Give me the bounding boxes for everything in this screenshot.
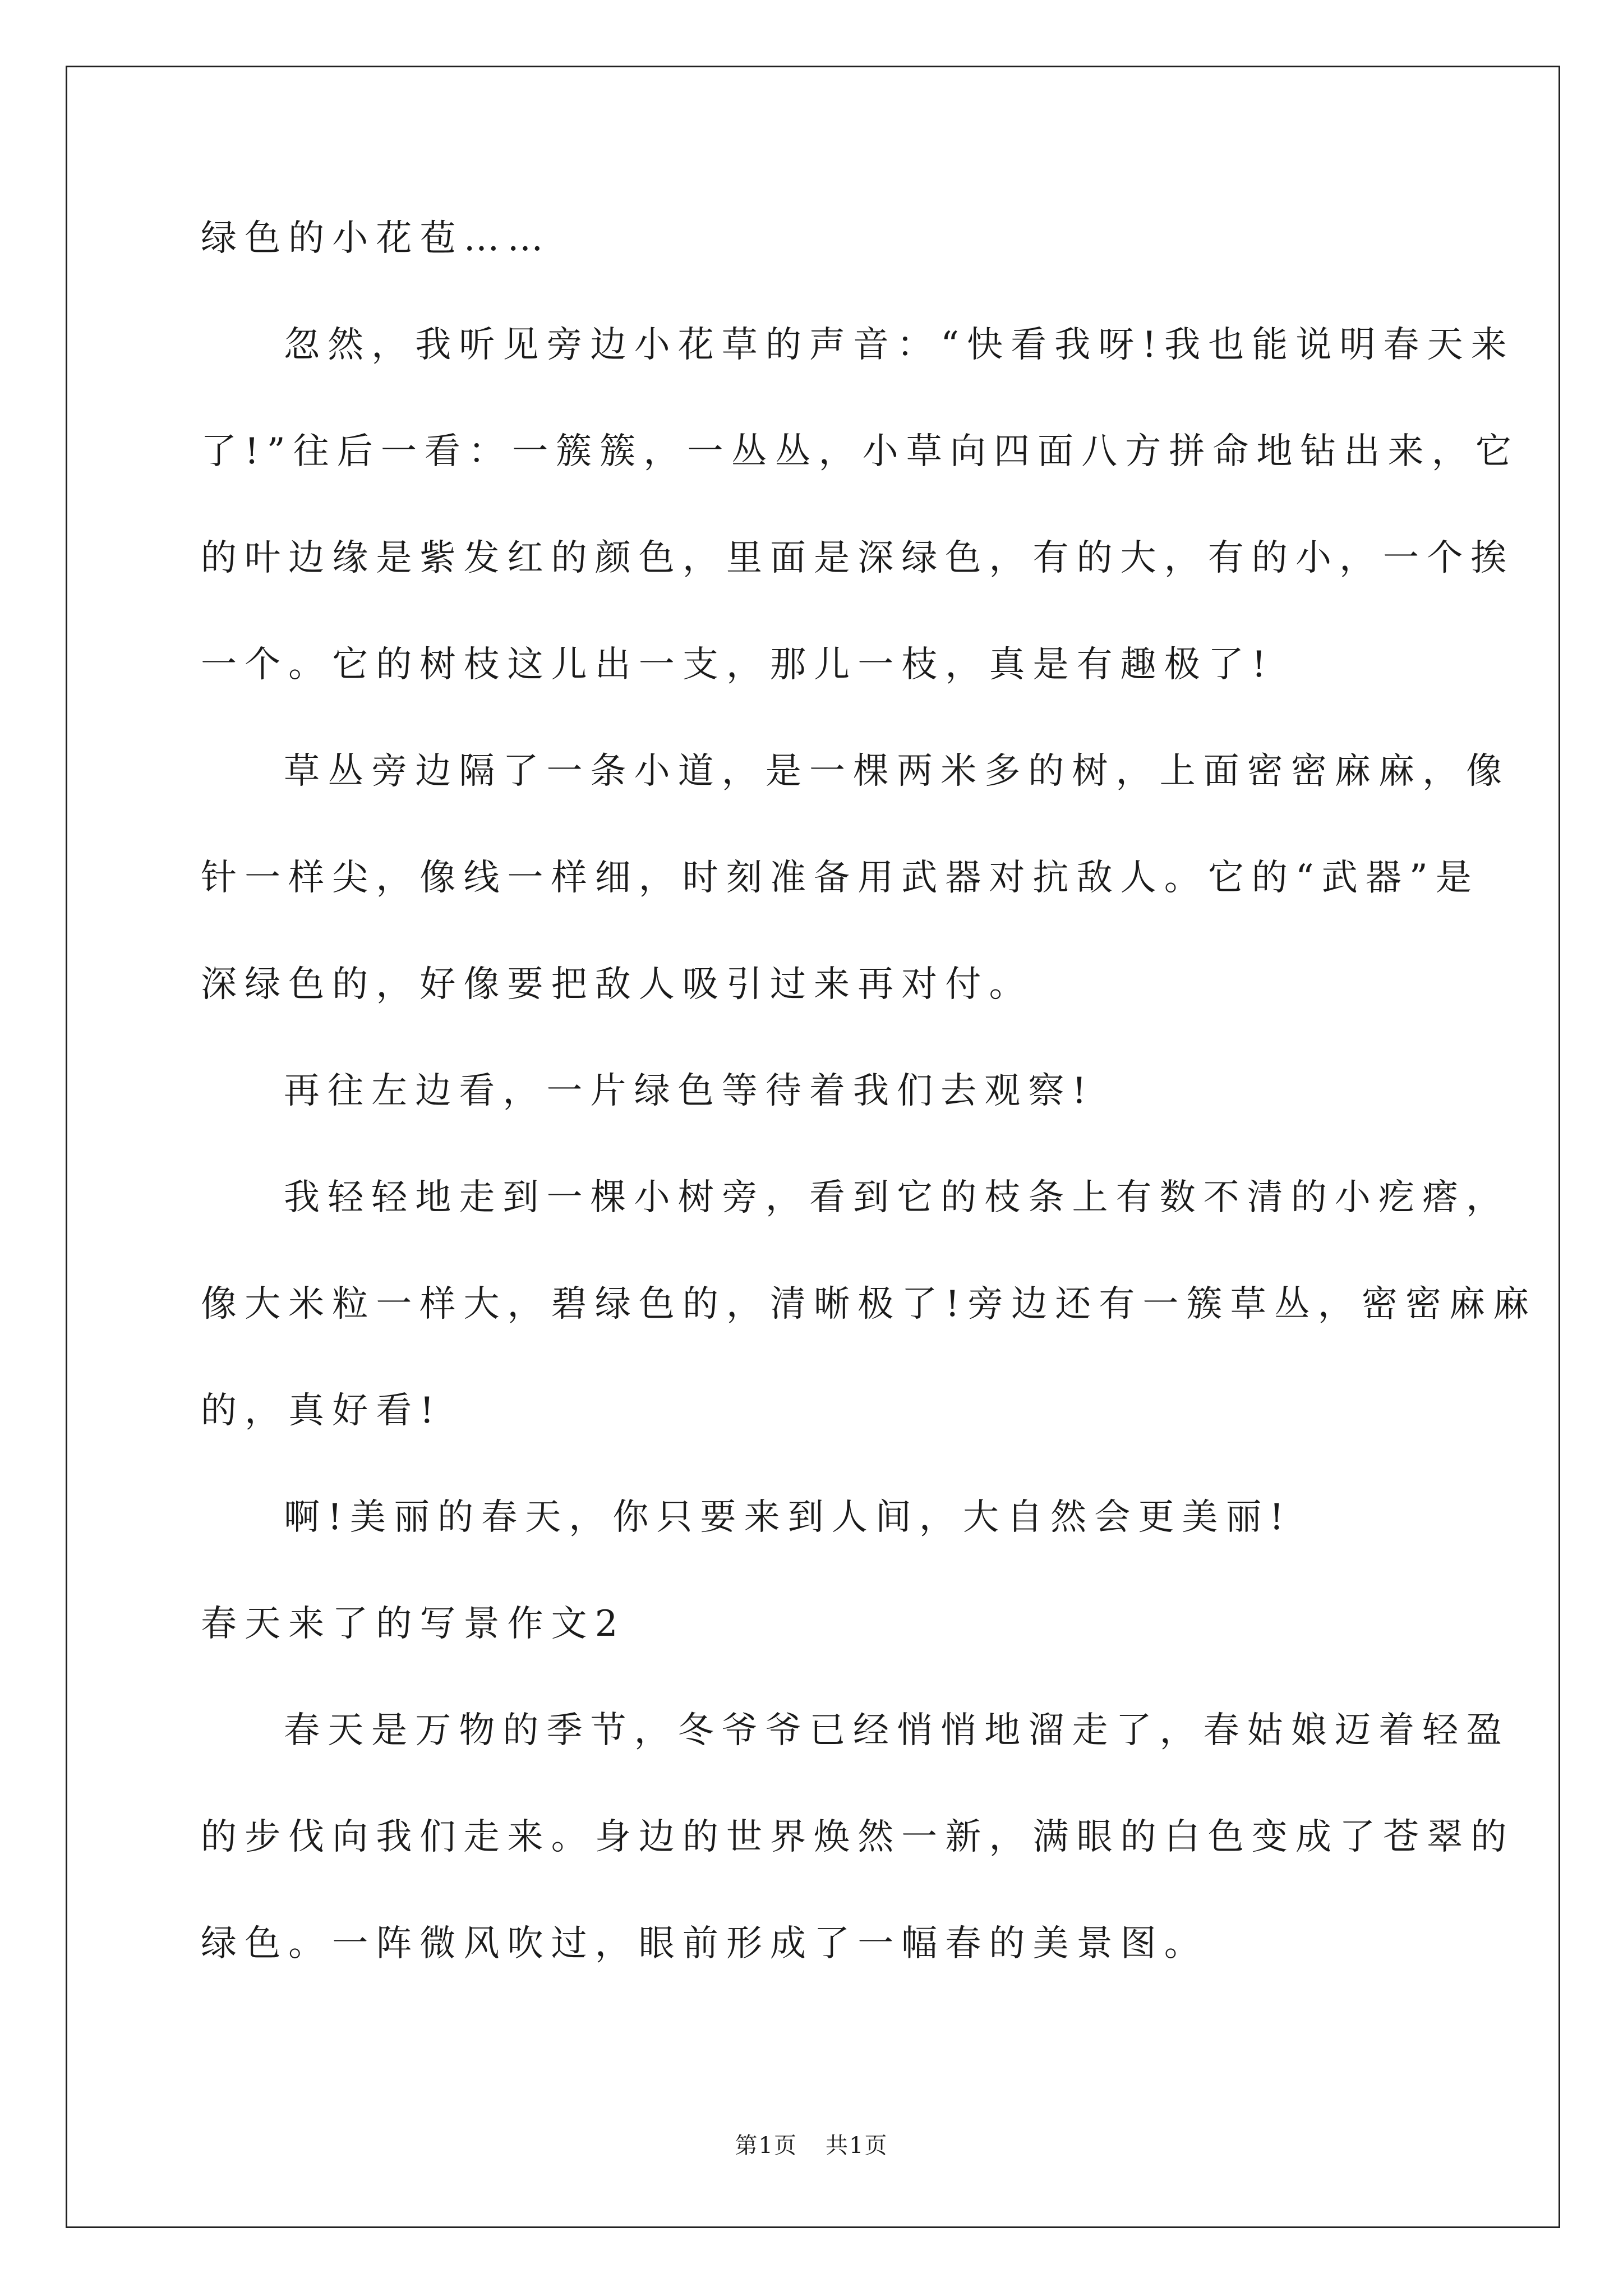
text-line: 针一样尖，像线一样细，时刻准备用武器对抗敌人。它的“武器”是 <box>201 857 1479 899</box>
text-line: 一个。它的树枝这儿出一支，那儿一枝，真是有趣极了! <box>201 644 1274 685</box>
text-line: 深绿色的，好像要把敌人吸引过来再对付。 <box>201 964 1033 1005</box>
text-line: 啊!美丽的春天，你只要来到人间，大自然会更美丽! <box>284 1497 1292 1538</box>
page-total: 共1页 <box>826 2133 888 2159</box>
text-line: 春天是万物的季节，冬爷爷已经悄悄地溜走了，春姑娘迈着轻盈 <box>284 1710 1510 1751</box>
page-footer <box>0 2132 1623 2160</box>
text-line: 的步伐向我们走来。身边的世界焕然一新，满眼的白色变成了苍翠的 <box>201 1816 1515 1858</box>
text-line: 绿色的小花苞…… <box>201 218 551 259</box>
text-line: 再往左边看，一片绿色等待着我们去观察! <box>284 1070 1095 1112</box>
page-number: 第1页 <box>735 2133 797 2159</box>
text-line: 绿色。一阵微风吹过，眼前形成了一幅春的美景图。 <box>201 1923 1208 1964</box>
text-line: 我轻轻地走到一棵小树旁，看到它的枝条上有数不清的小疙瘩， <box>284 1177 1510 1218</box>
text-line: 的，真好看! <box>201 1390 442 1432</box>
text-line: 了!”往后一看：一簇簇，一丛丛，小草向四面八方拼命地钻出来，它 <box>201 431 1519 472</box>
section-heading: 春天来了的写景作文2 <box>201 1603 626 1645</box>
text-line: 像大米粒一样大，碧绿色的，清晰极了!旁边还有一簇草丛，密密麻麻 <box>201 1283 1537 1325</box>
text-line: 的叶边缘是紫发红的颜色，里面是深绿色，有的大，有的小，一个挨 <box>201 537 1515 579</box>
page-frame <box>66 66 1560 2228</box>
text-line: 忽然，我听见旁边小花草的声音：“快看我呀!我也能说明春天来 <box>284 324 1515 366</box>
text-line: 草丛旁边隔了一条小道，是一棵两米多的树，上面密密麻麻，像 <box>284 751 1510 792</box>
